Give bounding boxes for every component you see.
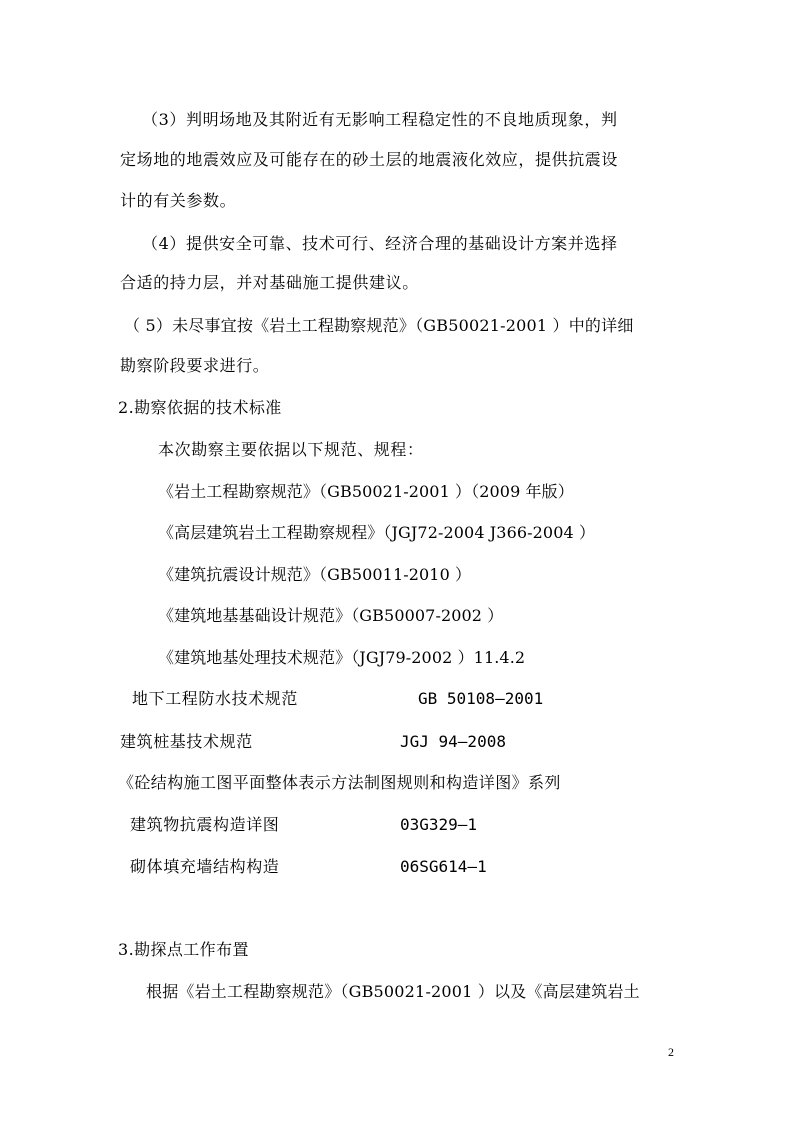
item5-line1: （ 5）未尽事宜按《岩土工程勘察规范》（GB50021-2001 ）中的详细 bbox=[124, 316, 634, 335]
standard-name: 建筑桩基技术规范 bbox=[120, 732, 253, 751]
standard-code: GB 50108—2001 bbox=[418, 689, 544, 708]
item3-line1: （3）判明场地及其附近有无影响工程稳定性的不良地质现象，判 bbox=[142, 110, 618, 129]
standard-name: 地下工程防水技术规范 bbox=[132, 689, 299, 708]
section3-heading: 3.勘探点工作布置 bbox=[118, 940, 249, 959]
standard-item: 《建筑地基基础设计规范》（GB50007-2002 ） bbox=[158, 606, 504, 625]
series-item-name: 砌体填充墙结构构造 bbox=[130, 857, 280, 876]
standard-item: 《建筑地基处理技术规范》（JGJ79-2002 ）11.4.2 bbox=[158, 648, 526, 667]
section2-heading: 2.勘察依据的技术标准 bbox=[118, 398, 282, 417]
item3-line2: 定场地的地震效应及可能存在的砂土层的地震液化效应，提供抗震设 bbox=[120, 150, 619, 169]
standard-code: JGJ 94—2008 bbox=[400, 732, 506, 751]
standard-item: 《高层建筑岩土工程勘察规程》（JGJ72-2004 J366-2004 ） bbox=[158, 523, 596, 542]
item3-line3: 计的有关参数。 bbox=[120, 191, 237, 210]
series-item-code: 06SG614—1 bbox=[400, 857, 487, 876]
item4-line2: 合适的持力层，并对基础施工提供建议。 bbox=[120, 273, 419, 292]
page-number: 2 bbox=[668, 1045, 674, 1059]
standard-item: 《岩土工程勘察规范》（GB50021-2001 ）（2009 年版） bbox=[158, 482, 574, 501]
series-item-code: 03G329—1 bbox=[400, 815, 478, 834]
section3-line1: 根据《岩土工程勘察规范》（GB50021-2001 ）以及《高层建筑岩土 bbox=[146, 982, 640, 1001]
series-title: 《砼结构施工图平面整体表示方法制图规则和构造详图》系列 bbox=[118, 773, 561, 792]
item5-line2: 勘察阶段要求进行。 bbox=[120, 356, 270, 375]
standard-item: 《建筑抗震设计规范》（GB50011-2010 ） bbox=[158, 565, 472, 584]
series-item-name: 建筑物抗震构造详图 bbox=[130, 815, 280, 834]
section2-intro: 本次勘察主要依据以下规范、规程： bbox=[158, 440, 424, 459]
item4-line1: （4）提供安全可靠、技术可行、经济合理的基础设计方案并选择 bbox=[142, 234, 618, 253]
